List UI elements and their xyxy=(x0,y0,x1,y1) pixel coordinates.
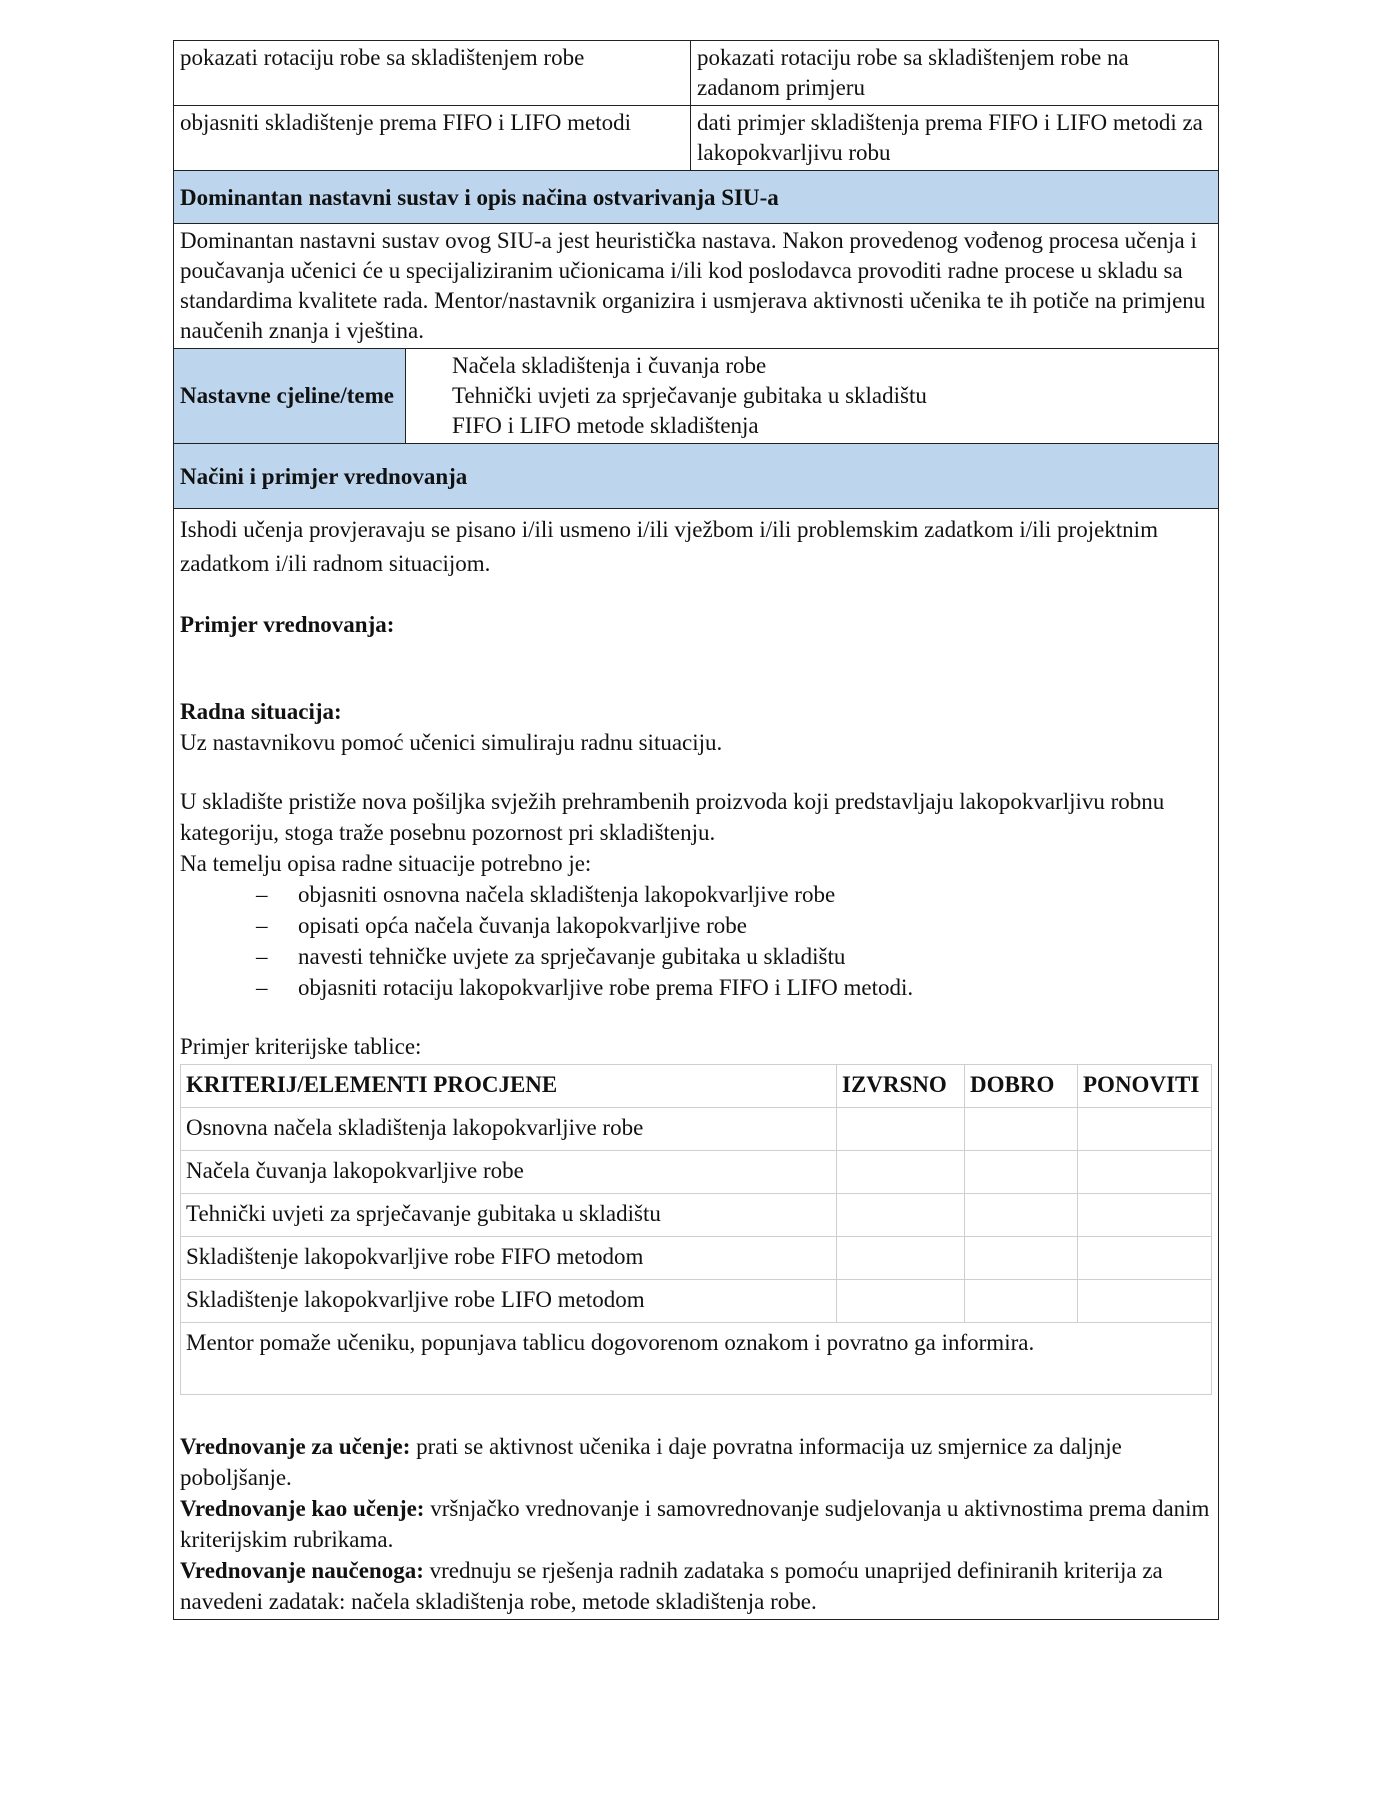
spacer xyxy=(180,758,1212,786)
topics-row xyxy=(174,349,1219,444)
criteria-note: Mentor pomaže učeniku, popunjava tablicu dogovorenom oznakom i povratno ga informira. xyxy=(181,1323,1212,1395)
teaching-system-row xyxy=(174,224,1219,349)
task-item xyxy=(256,879,1212,910)
topic-item: Tehnički uvjeti za sprječavanje gubitaka u skladištu xyxy=(452,383,927,408)
criteria-row xyxy=(181,1194,1212,1237)
outcome-cell: pokazati rotaciju robe sa skladištenjem robe xyxy=(174,41,691,106)
criteria-row xyxy=(181,1280,1212,1323)
assessment-type xyxy=(180,1431,1212,1493)
section-header-row xyxy=(174,444,1219,509)
task-text: objasniti osnovna načela skladištenja lakopokvarljive robe xyxy=(298,882,836,907)
criteria-header: KRITERIJ/ELEMENTI PROCJENE xyxy=(181,1065,837,1108)
criteria-caption: Primjer kriterijske tablice: xyxy=(180,1034,422,1059)
evaluation-intro: Ishodi učenja provjeravaju se pisano i/ili usmeno i/ili vježbom i/ili problemskim zadatkom i/ili projektnim zadatkom i/ili radnom situacijom. xyxy=(180,517,1158,576)
assessment-type-text: vršnjačko vrednovanje i samovrednovanje sudjelovanja u aktivnostima prema danim kriterijskim rubrikama. xyxy=(180,1496,1210,1552)
task-intro: Na temelju opisa radne situacije potrebno je: xyxy=(180,851,592,876)
grade-cell-izvrsno[interactable] xyxy=(837,1108,965,1151)
dash-bullet-icon: – xyxy=(256,913,268,938)
criteria-note-row xyxy=(181,1323,1212,1395)
evaluation-cell xyxy=(174,509,1219,1620)
grade-cell-dobro[interactable] xyxy=(965,1108,1078,1151)
teaching-system-heading: Dominantan nastavni sustav i opis načina ostvarivanja SIU-a xyxy=(174,171,1219,224)
grade-cell-ponoviti[interactable] xyxy=(1078,1108,1212,1151)
dash-bullet-icon: – xyxy=(256,882,268,907)
topics-list xyxy=(406,349,1219,444)
dash-bullet-icon: – xyxy=(256,975,268,1000)
elaboration-cell: pokazati rotaciju robe sa skladištenjem robe na zadanom primjeru xyxy=(691,41,1219,106)
situation-heading: Radna situacija: xyxy=(180,699,342,724)
grade-cell-dobro[interactable] xyxy=(965,1194,1078,1237)
grade-cell-dobro[interactable] xyxy=(965,1280,1078,1323)
outcome-row xyxy=(174,41,1219,106)
task-item xyxy=(256,972,1212,1003)
grade-cell-izvrsno[interactable] xyxy=(837,1194,965,1237)
topic-item: Načela skladištenja i čuvanja robe xyxy=(452,353,767,378)
criteria-row xyxy=(181,1237,1212,1280)
evaluation-row xyxy=(174,509,1219,1620)
grade-cell-ponoviti[interactable] xyxy=(1078,1194,1212,1237)
assessment-type-label: Vrednovanje kao učenje: xyxy=(180,1496,425,1521)
task-list xyxy=(180,879,1212,1003)
outcome-row xyxy=(174,106,1219,171)
assessment-type-label: Vrednovanje naučenoga: xyxy=(180,1558,424,1583)
assessment-type-text: vrednuju se rješenja radnih zadataka s pomoću unaprijed definiranih kriterija za navedeni zadatak: načela skladištenja robe, metode skladištenja robe. xyxy=(180,1558,1163,1614)
grade-cell-dobro[interactable] xyxy=(965,1237,1078,1280)
task-text: opisati opća načela čuvanja lakopokvarljive robe xyxy=(298,913,747,938)
elaboration-cell: dati primjer skladištenja prema FIFO i LIFO metodi za lakopokvarljivu robu xyxy=(691,106,1219,171)
criteria-label: Načela čuvanja lakopokvarljive robe xyxy=(181,1151,837,1194)
example-heading: Primjer vrednovanja: xyxy=(180,612,395,637)
evaluation-heading: Načini i primjer vrednovanja xyxy=(174,444,1219,509)
curriculum-table xyxy=(173,40,1219,1620)
spacer xyxy=(180,1003,1212,1031)
teaching-system-text: Dominantan nastavni sustav ovog SIU-a jest heuristička nastava. Nakon provedenog vođenog procesa učenja i poučavanja učenici će u specijaliziranim učionicama i/ili kod poslodavca provoditi radne procese u skladu sa standardima kvalitete rada. Mentor/nastavnik organizira i usmjerava aktivnosti učenika te ih potiče na primjenu naučenih znanja i vještina. xyxy=(174,224,1219,349)
criteria-label: Skladištenje lakopokvarljive robe FIFO metodom xyxy=(181,1237,837,1280)
section-header-row xyxy=(174,171,1219,224)
criteria-header-row xyxy=(181,1065,1212,1108)
criteria-header: PONOVITI xyxy=(1078,1065,1212,1108)
grade-cell-ponoviti[interactable] xyxy=(1078,1280,1212,1323)
criteria-label: Osnovna načela skladištenja lakopokvarljive robe xyxy=(181,1108,837,1151)
spacer xyxy=(180,1395,1212,1431)
outcome-cell: objasniti skladištenje prema FIFO i LIFO metodi xyxy=(174,106,691,171)
spacer xyxy=(180,640,1212,696)
criteria-row xyxy=(181,1108,1212,1151)
grade-cell-izvrsno[interactable] xyxy=(837,1280,965,1323)
spacer xyxy=(180,581,1212,609)
task-text: objasniti rotaciju lakopokvarljive robe prema FIFO i LIFO metodi. xyxy=(298,975,914,1000)
grade-cell-ponoviti[interactable] xyxy=(1078,1237,1212,1280)
topic-item: FIFO i LIFO metode skladištenja xyxy=(452,413,759,438)
grade-cell-dobro[interactable] xyxy=(965,1151,1078,1194)
task-text: navesti tehničke uvjete za sprječavanje gubitaka u skladištu xyxy=(298,944,846,969)
situation-text: Uz nastavnikovu pomoć učenici simuliraju radnu situaciju. xyxy=(180,730,723,755)
document-page xyxy=(173,40,1218,1620)
dash-bullet-icon: – xyxy=(256,944,268,969)
criteria-label: Skladištenje lakopokvarljive robe LIFO metodom xyxy=(181,1280,837,1323)
task-item xyxy=(256,910,1212,941)
criteria-header: DOBRO xyxy=(965,1065,1078,1108)
assessment-type xyxy=(180,1493,1212,1555)
assessment-type xyxy=(180,1555,1212,1617)
grade-cell-izvrsno[interactable] xyxy=(837,1151,965,1194)
scenario-text: U skladište pristiže nova pošiljka svježih prehrambenih proizvoda koji predstavljaju lakopokvarljivu robnu kategoriju, stoga traže posebnu pozornost pri skladištenju. xyxy=(180,789,1165,845)
topics-label: Nastavne cjeline/teme xyxy=(174,349,406,444)
assessment-type-label: Vrednovanje za učenje: xyxy=(180,1434,411,1459)
criteria-table xyxy=(180,1064,1212,1395)
task-item xyxy=(256,941,1212,972)
criteria-label: Tehnički uvjeti za sprječavanje gubitaka u skladištu xyxy=(181,1194,837,1237)
grade-cell-izvrsno[interactable] xyxy=(837,1237,965,1280)
criteria-header: IZVRSNO xyxy=(837,1065,965,1108)
grade-cell-ponoviti[interactable] xyxy=(1078,1151,1212,1194)
assessment-type-text: prati se aktivnost učenika i daje povratna informacija uz smjernice za daljnje poboljšanje. xyxy=(180,1434,1122,1490)
criteria-row xyxy=(181,1151,1212,1194)
